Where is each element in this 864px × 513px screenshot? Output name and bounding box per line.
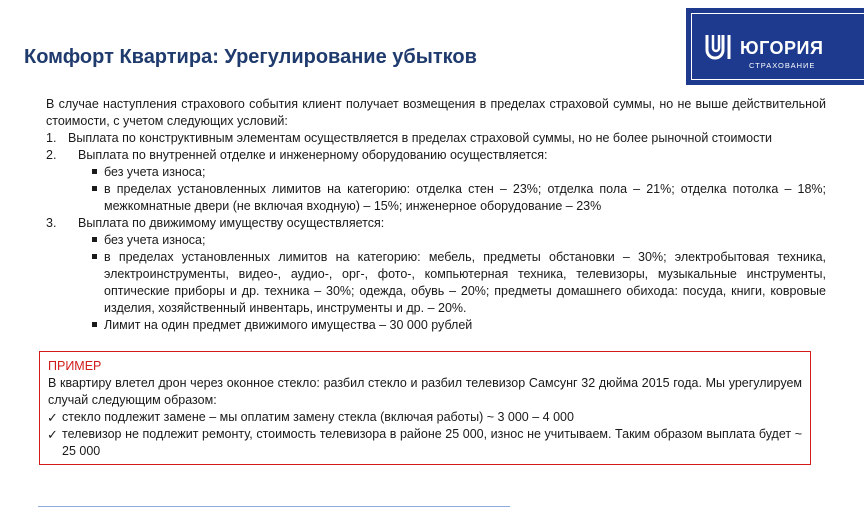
logo-frame: [691, 13, 864, 80]
footer-divider: [38, 506, 510, 507]
numbered-item-3: [46, 215, 826, 232]
intro-text: В случае наступления страхового события клиент получает возмещения в пределах страховой суммы, но не выше действительной стоимости, с учетом следующих условий:: [46, 97, 826, 128]
check-item: [47, 409, 802, 426]
example-text: В квартиру влетел дрон через оконное стекло: разбил стекло и разбил телевизор Самсунг 32 дюйма 2015 года. Мы урегулируем случай следующим образом:: [48, 376, 802, 407]
logo-subtitle: СТРАХОВАНИЕ: [749, 61, 816, 70]
item-text: Выплата по движимому имуществу осуществляется:: [78, 216, 385, 230]
page-title: Комфорт Квартира: Урегулирование убытков: [24, 46, 477, 68]
numbered-item-2: [46, 147, 826, 164]
bullet-item: без учета износа;: [104, 164, 826, 181]
conditions-section: [46, 96, 826, 334]
company-logo: [686, 8, 864, 85]
item-text: Выплата по конструктивным элементам осуществляется в пределах страховой суммы, но не более рыночной стоимости: [68, 131, 773, 145]
example-box: [39, 351, 811, 465]
check-item-text: телевизор не подлежит ремонту, стоимость телевизора в районе 25 000, износ не учитываем. Таким образом выплата будет ~ 25 000: [62, 427, 802, 458]
example-checklist: [48, 409, 802, 460]
check-item-text: стекло подлежит замене – мы оплатим замену стекла (включая работы) ~ 3 000 – 4 000: [62, 410, 574, 424]
item-2-bullets: [46, 164, 826, 215]
bullet-item: в пределах установленных лимитов на категорию: отделка стен – 23%; отделка пола – 21%; отделка потолка – 18%; межкомнатные двери (не включая входную) – 15%; инженерное оборудование – 23%: [104, 182, 826, 213]
bullet-item: в пределах установленных лимитов на категорию: мебель, предметы обстановки – 30%; электробытовая техника, электроинструменты, видео-, аудио-, орг-, фото-, компьютерная техника, телевизоры, музыкальные инструменты, оптические приборы и др. техника – 30%; одежда, обувь – 20%; предметы домашнего обихода: посуда, книги, ковровые изделия, хозяйственный инвентарь, инструменты и др. – 20%.: [104, 250, 826, 315]
item-text: Выплата по внутренней отделке и инженерному оборудованию осуществляется:: [78, 148, 548, 162]
checkmark-icon: ✓: [47, 427, 58, 442]
logo-name: ЮГОРИЯ: [740, 38, 824, 58]
checkmark-icon: ✓: [47, 410, 58, 425]
item-number: 3.: [46, 216, 57, 230]
item-number: 2.: [46, 148, 57, 162]
check-item: [47, 426, 802, 460]
numbered-item-1: [46, 130, 826, 147]
item-3-bullets: [46, 232, 826, 334]
bullet-item: без учета износа;: [104, 232, 826, 249]
logo-mark-icon: [704, 33, 734, 61]
example-title: ПРИМЕР: [48, 359, 102, 373]
bullet-item: Лимит на один предмет движимого имущества – 30 000 рублей: [104, 317, 826, 334]
item-number: 1.: [46, 131, 57, 145]
